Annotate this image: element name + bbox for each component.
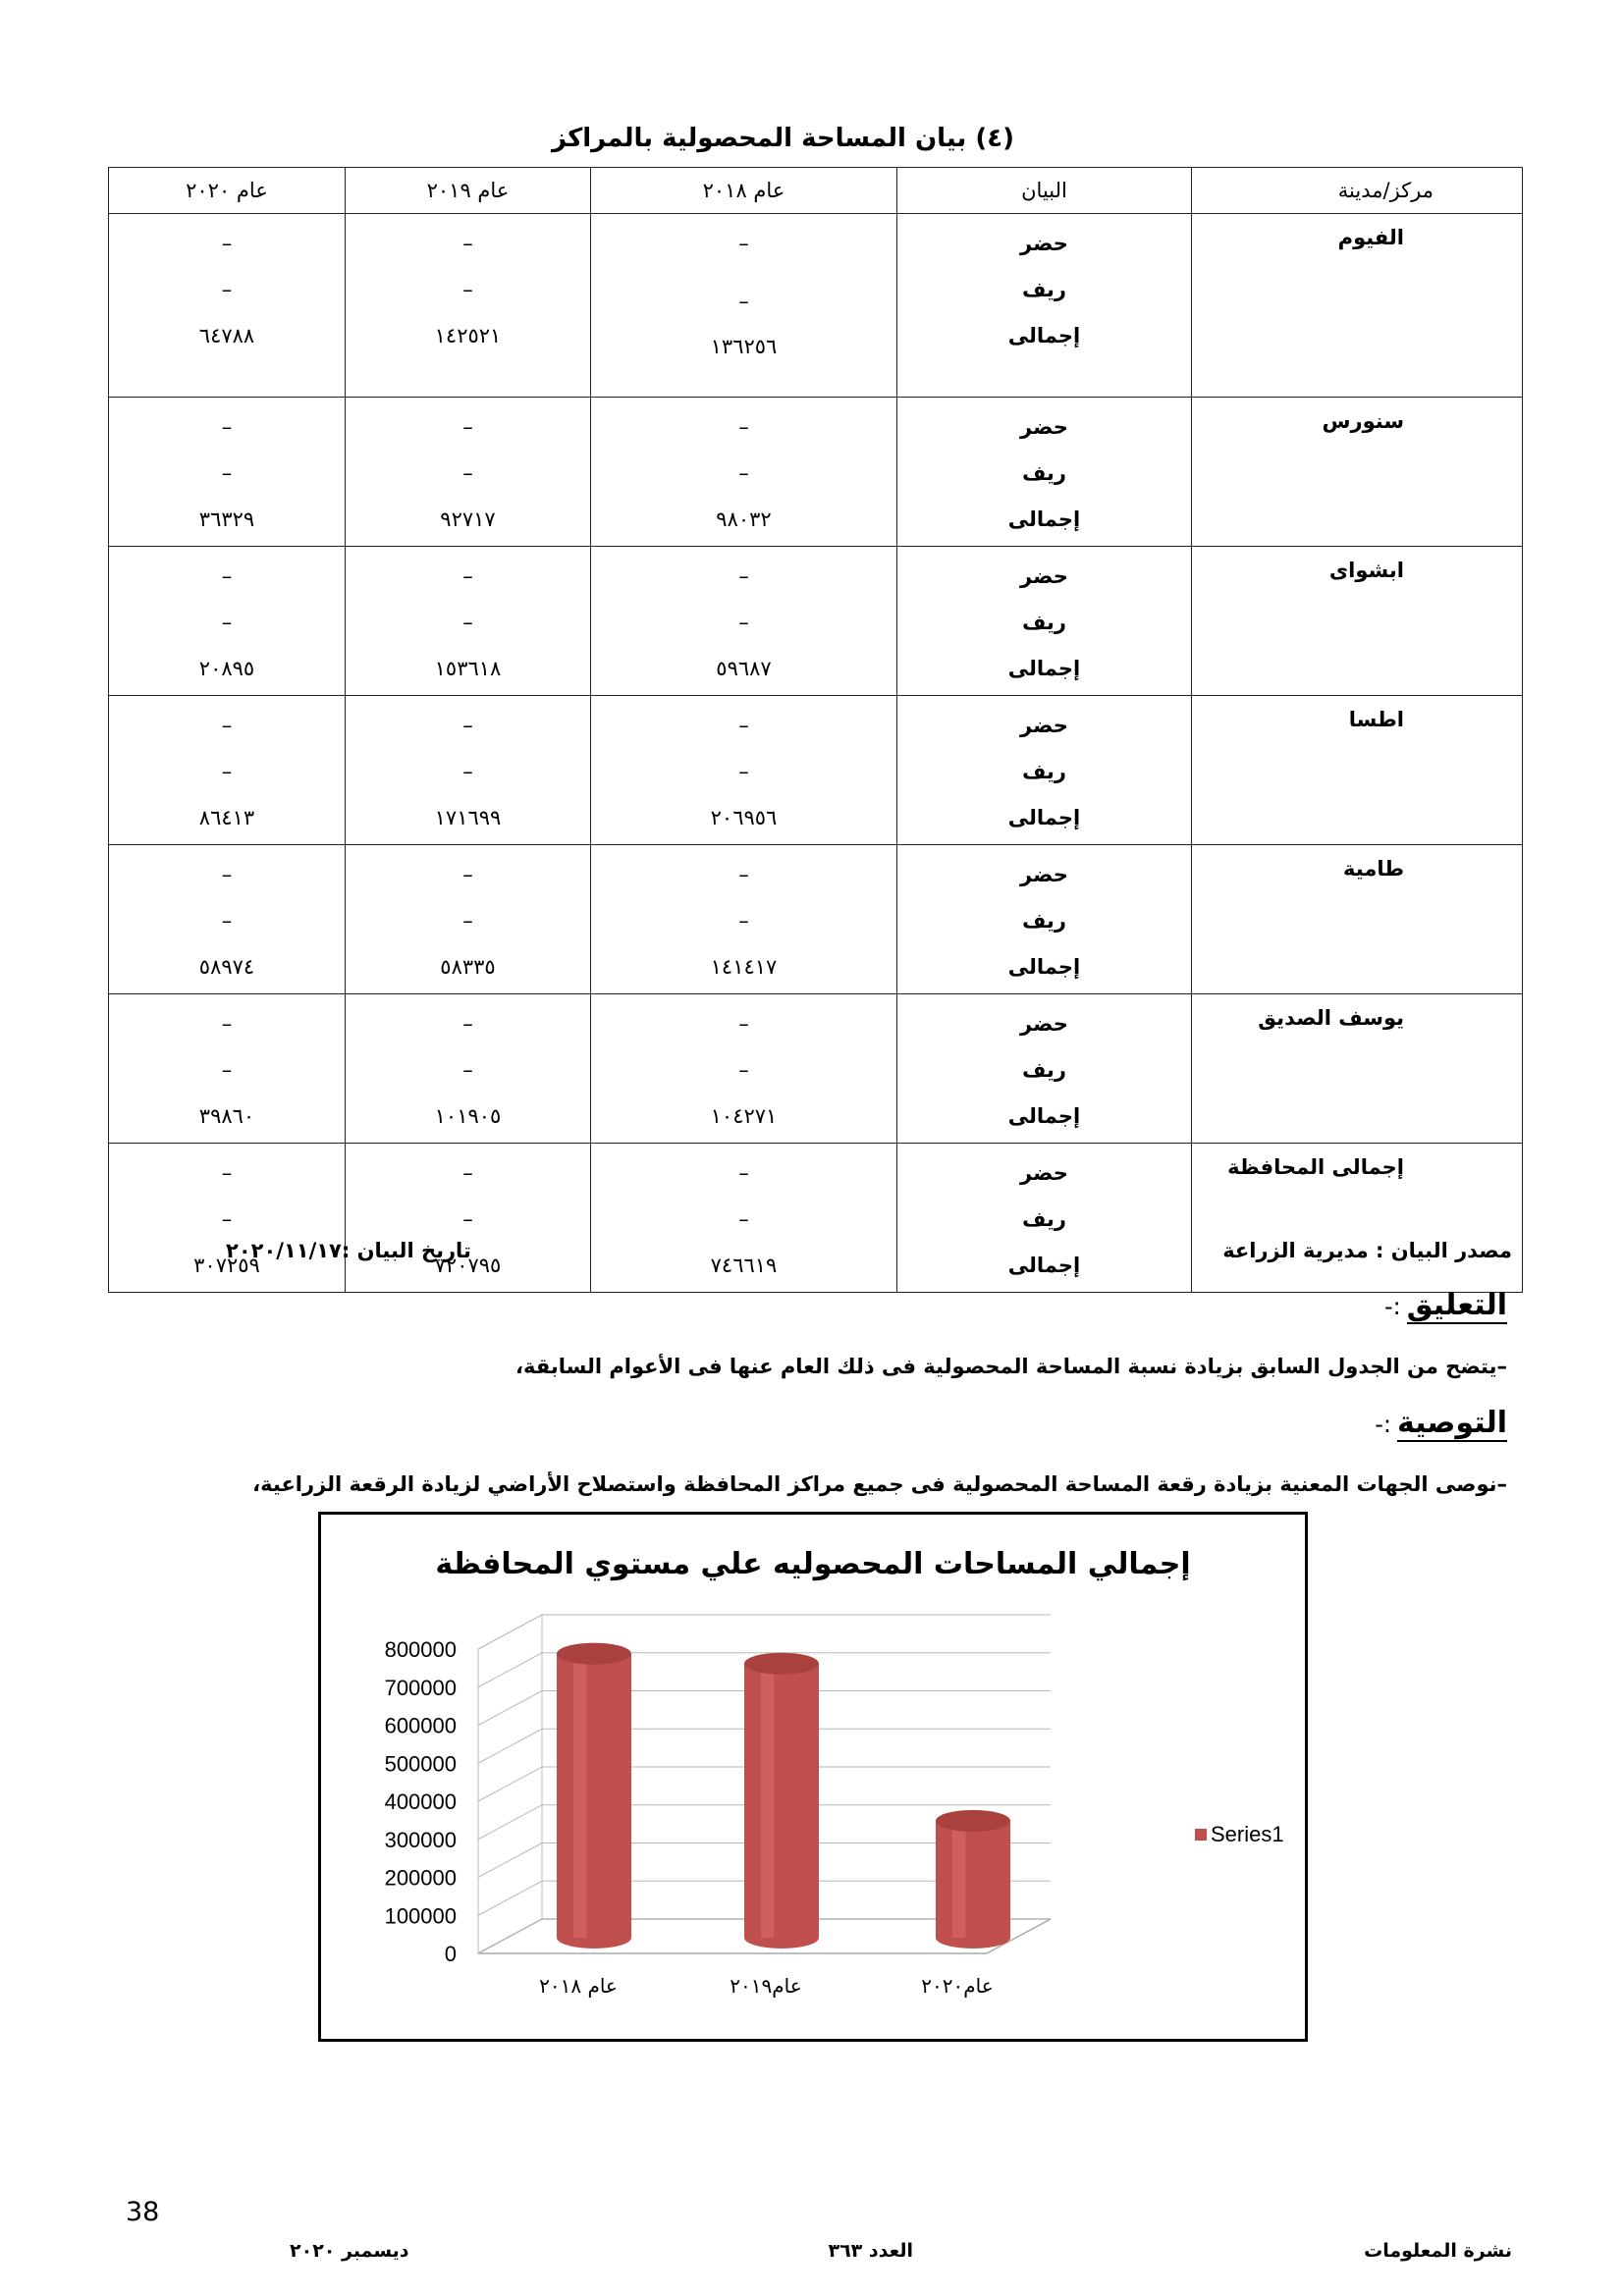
value-cell-y2018	[591, 214, 897, 398]
item-label: ريف	[1022, 1058, 1066, 1082]
cell-value: –	[462, 564, 473, 588]
cell-value: –	[738, 1207, 749, 1231]
item-label: حضر	[1020, 863, 1068, 886]
footer-issue: العدد ٣٦٣	[828, 2240, 913, 2262]
cell-value: ٥٨٣٣٥	[440, 955, 496, 979]
value-cell-y2018	[591, 398, 897, 547]
cell-value: –	[462, 863, 473, 886]
table-row	[109, 845, 1523, 994]
value-cell-y2020	[109, 547, 346, 696]
center-name: ابشواى	[1192, 547, 1523, 696]
item-cell	[897, 845, 1192, 994]
item-label: حضر	[1020, 232, 1068, 255]
y-tick-label: 400000	[384, 1789, 457, 1814]
item-label: ريف	[1022, 611, 1066, 634]
bar-top	[936, 1810, 1010, 1832]
cell-value: ٥٨٩٧٤	[198, 955, 255, 979]
cell-value: –	[221, 1012, 233, 1036]
value-cell-y2019	[346, 398, 591, 547]
cell-value: –	[738, 461, 749, 485]
cell-value: –	[738, 232, 749, 255]
recommendation-heading	[1375, 1406, 1507, 1440]
cell-value: –	[462, 232, 473, 255]
comment-heading-text: التعليق	[1406, 1288, 1507, 1322]
y-tick-label: 200000	[384, 1865, 457, 1891]
data-date: تاريخ البيان :٢٠٢٠/١١/١٧	[226, 1239, 471, 1262]
cell-value: –	[462, 714, 473, 737]
value-cell-y2019	[346, 845, 591, 994]
cell-value: ٧٤٦٦١٩	[710, 1254, 778, 1277]
cell-value: –	[221, 1161, 233, 1185]
legend-label: Series1	[1211, 1822, 1284, 1846]
cell-value: –	[738, 611, 749, 634]
item-cell	[897, 994, 1192, 1144]
item-label: حضر	[1020, 1012, 1068, 1036]
value-cell-y2018	[591, 994, 897, 1144]
value-cell-y2020	[109, 696, 346, 845]
chart-svg	[321, 1515, 1305, 2039]
cell-value: –	[221, 760, 233, 783]
cell-value: –	[462, 415, 473, 439]
item-label: ريف	[1022, 461, 1066, 485]
table-header-row	[109, 168, 1523, 214]
page-title	[108, 124, 1014, 153]
value-cell-y2018	[591, 845, 897, 994]
cell-value: –	[738, 714, 749, 737]
crop-area-table	[108, 167, 1523, 1293]
crop-area-chart	[318, 1512, 1308, 2042]
cell-value: ١٠١٩٠٥	[434, 1104, 502, 1128]
cell-value: –	[221, 461, 233, 485]
item-label: حضر	[1020, 564, 1068, 588]
table-row	[109, 696, 1523, 845]
cell-value: ١٥٣٦١٨	[434, 657, 502, 680]
x-category-label: عام ٢٠١٨	[539, 1974, 618, 1998]
page-number: 38	[126, 2197, 160, 2227]
cell-value: ٣٩٨٦٠	[198, 1104, 255, 1128]
cell-value: –	[462, 1012, 473, 1036]
cell-value: –	[462, 1207, 473, 1231]
chart-title: إجمالي المساحات المحصوليه علي مستوي المحافظة	[435, 1547, 1191, 1581]
cell-value: –	[738, 760, 749, 783]
bar	[744, 1664, 819, 1949]
cell-value: –	[738, 564, 749, 588]
item-label: إجمالى	[1007, 657, 1081, 680]
center-name: اطسا	[1192, 696, 1523, 845]
table-row	[109, 214, 1523, 398]
cell-value: –	[221, 564, 233, 588]
cell-value: –	[462, 909, 473, 933]
cell-value: –	[738, 863, 749, 886]
cell-value: –	[221, 714, 233, 737]
y-tick-label: 700000	[384, 1675, 457, 1700]
item-label: إجمالى	[1007, 955, 1081, 979]
cell-value: –	[462, 1161, 473, 1185]
y-tick-label: 300000	[384, 1827, 457, 1852]
item-label: حضر	[1020, 714, 1068, 737]
cell-value: –	[221, 232, 233, 255]
center-name: طامية	[1192, 845, 1523, 994]
item-cell	[897, 214, 1192, 398]
cell-value: –	[221, 611, 233, 634]
y-tick-label: 600000	[384, 1713, 457, 1738]
cell-value: ٣٠٧٢٥٩	[193, 1254, 260, 1277]
footer-date: ديسمبر ٢٠٢٠	[290, 2240, 409, 2262]
value-cell-y2020	[109, 994, 346, 1144]
table-row	[109, 547, 1523, 696]
item-label: حضر	[1020, 415, 1068, 439]
x-category-label: عام٢٠١٩	[730, 1974, 802, 1998]
value-cell-y2020	[109, 845, 346, 994]
item-cell	[897, 696, 1192, 845]
table-row	[109, 994, 1523, 1144]
page-title-text: (٤) بيان المساحة المحصولية بالمراكز	[551, 124, 1014, 153]
bar	[936, 1821, 1010, 1949]
cell-value: –	[738, 1058, 749, 1082]
cell-value: –	[738, 415, 749, 439]
cell-value: ١٧١٦٩٩	[434, 806, 502, 829]
value-cell-y2020	[109, 398, 346, 547]
x-category-label: عام٢٠٢٠	[921, 1974, 994, 1998]
cell-value: –	[738, 909, 749, 933]
value-cell-y2019	[346, 547, 591, 696]
bar-highlight	[952, 1821, 965, 1938]
item-label: ريف	[1022, 909, 1066, 933]
cell-value: ٢٠٨٩٥	[198, 657, 255, 680]
header-2019: عام ٢٠١٩	[346, 168, 591, 214]
header-center: مركز/مدينة	[1192, 168, 1523, 214]
data-source: مصدر البيان : مديرية الزراعة	[1222, 1239, 1512, 1262]
y-tick-label: 500000	[384, 1751, 457, 1777]
cell-value: –	[462, 278, 473, 301]
cell-value: ٩٢٧١٧	[440, 507, 496, 531]
cell-value: –	[462, 1058, 473, 1082]
cell-value: –	[221, 1058, 233, 1082]
item-label: حضر	[1020, 1161, 1068, 1185]
value-cell-y2019	[346, 214, 591, 398]
cell-value: –	[738, 1012, 749, 1036]
item-label: إجمالى	[1007, 324, 1081, 347]
header-item: البيان	[897, 168, 1192, 214]
center-name: إجمالى المحافظة	[1192, 1144, 1523, 1293]
bar-highlight	[761, 1664, 774, 1938]
table-row	[109, 398, 1523, 547]
cell-value: ١٤٢٥٢١	[434, 324, 502, 347]
center-name: الفيوم	[1192, 214, 1523, 398]
comment-heading	[1384, 1288, 1507, 1322]
recommendation-text: –نوصى الجهات المعنية بزيادة رقعة المساحة المحصولية فى جميع مراكز المحافظة واستصلاح الأراضي لزيادة الرقعة الزراعية،	[252, 1472, 1507, 1496]
cell-value: –	[221, 1207, 233, 1231]
center-name: سنورس	[1192, 398, 1523, 547]
header-2018: عام ٢٠١٨	[591, 168, 897, 214]
footer	[108, 2240, 1512, 2271]
cell-value: ٩٨٠٣٢	[716, 507, 772, 531]
item-label: ريف	[1022, 1207, 1066, 1231]
y-tick-label: 0	[444, 1942, 457, 1966]
cell-value: –	[221, 909, 233, 933]
recommendation-heading-text: التوصية	[1396, 1406, 1507, 1440]
value-cell-y2018	[591, 547, 897, 696]
value-cell-y2018	[591, 696, 897, 845]
bar-top	[557, 1643, 631, 1665]
bar	[557, 1654, 631, 1949]
cell-value: –	[221, 278, 233, 301]
value-cell-y2019	[346, 994, 591, 1144]
cell-value: ١٤١٤١٧	[710, 955, 778, 979]
cell-value: –	[221, 415, 233, 439]
item-label: إجمالى	[1007, 1254, 1081, 1277]
cell-value: ١٠٤٢٧١	[710, 1104, 778, 1128]
y-tick-label: 800000	[384, 1637, 457, 1662]
value-cell-y2020	[109, 214, 346, 398]
center-name: يوسف الصديق	[1192, 994, 1523, 1144]
item-label: ريف	[1022, 760, 1066, 783]
y-tick-label: 100000	[384, 1903, 457, 1929]
cell-value: –	[221, 863, 233, 886]
cell-value: –	[462, 760, 473, 783]
recommendation-heading-suffix: :-	[1375, 1411, 1391, 1438]
cell-value: –	[462, 611, 473, 634]
item-cell	[897, 398, 1192, 547]
item-label: ريف	[1022, 278, 1066, 301]
cell-value: ٣٦٣٢٩	[198, 507, 255, 531]
bar-top	[744, 1653, 819, 1675]
value-cell-y2019	[346, 696, 591, 845]
cell-value: –	[462, 461, 473, 485]
gridline	[478, 1615, 1051, 1649]
comment-heading-suffix: :-	[1383, 1293, 1401, 1320]
cell-value: ٧٢٠٧٩٥	[434, 1254, 502, 1277]
legend-swatch	[1195, 1829, 1207, 1841]
cell-value: ٨٦٤١٣	[198, 806, 255, 829]
item-cell	[897, 547, 1192, 696]
cell-value: ٦٤٧٨٨	[198, 324, 255, 347]
cell-value: ١٣٦٢٥٦	[710, 335, 778, 358]
cell-value: –	[738, 290, 749, 313]
item-label: إجمالى	[1007, 507, 1081, 531]
footer-publication: نشرة المعلومات	[1364, 2240, 1512, 2262]
item-label: إجمالى	[1007, 1104, 1081, 1128]
source-line	[108, 1239, 1512, 1274]
item-label: إجمالى	[1007, 806, 1081, 829]
cell-value: ٢٠٦٩٥٦	[710, 806, 778, 829]
cell-value: ٥٩٦٨٧	[716, 657, 772, 680]
comment-text: –يتضح من الجدول السابق بزيادة نسبة المساحة المحصولية فى ذلك العام عنها فى الأعوام السابقة،	[515, 1355, 1507, 1378]
bar-highlight	[573, 1654, 586, 1938]
cell-value: –	[738, 1161, 749, 1185]
header-2020: عام ٢٠٢٠	[109, 168, 346, 214]
